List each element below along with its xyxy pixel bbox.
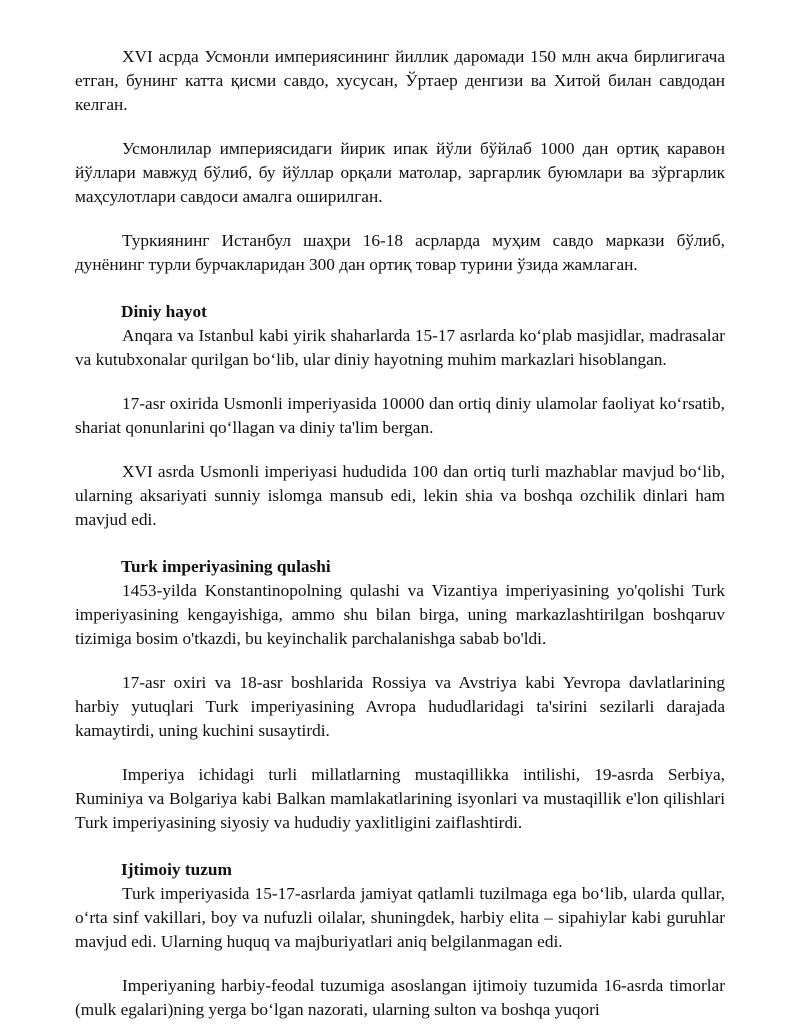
section-heading: Diniy hayot [121,302,207,321]
paragraph: Anqara va Istanbul kabi yirik shaharlarda 15-17 asrlarda ko‘plab masjidlar, madrasalar va kutubxonalar qurilgan bo‘lib, ular diniy hayotning muhim markazlari hisoblangan. [75,326,725,369]
paragraph: XVI asrda Usmonli imperiyasi hududida 100 dan ortiq turli mazhablar mavjud bo‘lib, ularning aksariyati sunniy islomga mansub edi, lekin shia va boshqa ozchilik dinlari ham mavjud edi. [75,462,725,529]
section-heading: Turk imperiyasining qulashi [121,557,331,576]
paragraph: Turk imperiyasida 15-17-asrlarda jamiyat qatlamli tuzilmaga ega bo‘lib, ularda qullar, o‘rta sinf vakillari, boy va nufuzli oilalar, shuningdek, harbiy elita – sipahiylar kabi guruhlar mavjud edi. Ularning huquq va majburiyatlari aniq belgilanmagan edi. [75,884,725,951]
paragraph: XVI асрда Усмонли империясининг йиллик даромади 150 млн акча бирлигигача етган, бунинг катта қисми савдо, хусусан, Ўртаер денгизи ва Хитой билан савдодан келган. [75,47,725,114]
paragraph: Imperiya ichidagi turli millatlarning mustaqillikka intilishi, 19-asrda Serbiya, Ruminiya va Bolgariya kabi Balkan mamlakatlarining isyonlari va mustaqillik e'lon qilishlari Turk imperiyasining siyosiy va hududiy yaxlitligini zaiflashtirdi. [75,765,725,832]
paragraph: 1453-yilda Konstantinopolning qulashi va Vizantiya imperiyasining yo'qolishi Turk imperiyasining kengayishiga, ammo shu bilan birga, uning markazlashtirilgan boshqaruv tizimiga bosim o'tkazdi, bu keyinchalik parchalanishga sabab bo'ldi. [75,581,725,648]
paragraph: 17-asr oxiri va 18-asr boshlarida Rossiya va Avstriya kabi Yevropa davlatlarining harbiy yutuqlari Turk imperiyasining Avropa hududlaridagi ta'sirini sezilarli darajada kamaytirdi, uning kuchini susaytirdi. [75,673,725,740]
section-heading: Ijtimoiy tuzum [121,860,232,879]
paragraph: Усмонлилар империясидаги йирик ипак йўли бўйлаб 1000 дан ортиқ каравон йўллари мавжуд бўлиб, бу йўллар орқали матолар, заргарлик буюмлари ва зўргарлик маҳсулотлари савдоси амалга оширилган. [75,139,725,206]
paragraph: 17-asr oxirida Usmonli imperiyasida 10000 dan ortiq diniy ulamolar faoliyat ko‘rsatib, shariat qonunlarini qo‘llagan va diniy ta'lim bergan. [75,394,725,437]
document-page [75,0,725,1022]
paragraph: Imperiyaning harbiy-feodal tuzumiga asoslangan ijtimoiy tuzumida 16-asrda timorlar (mulk egalari)ning yerga bo‘lgan nazorati, ularning sulton va boshqa yuqori [75,976,725,1019]
paragraph: Туркиянинг Истанбул шаҳри 16-18 асрларда муҳим савдо маркази бўлиб, дунёнинг турли бурчакларидан 300 дан ортиқ товар турини ўзида жамлаган. [75,231,725,274]
